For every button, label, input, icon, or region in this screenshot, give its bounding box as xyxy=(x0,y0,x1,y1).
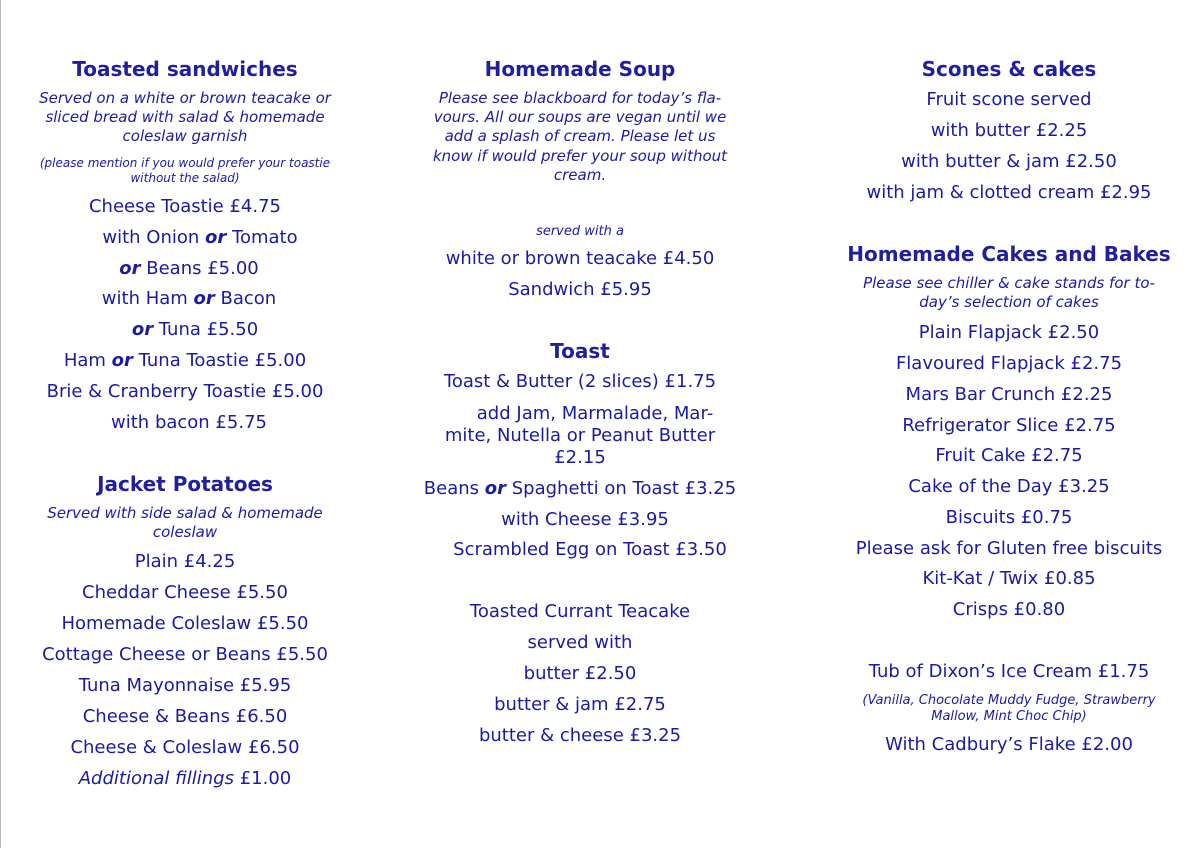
cakes-description-line: Please see chiller & cake stands for to- xyxy=(863,274,1155,292)
soup-description-line: vours. All our soups are vegan until we xyxy=(433,108,727,126)
menu-item-toast-add-price: £2.15 xyxy=(554,447,606,468)
item-text: Bacon xyxy=(214,288,277,309)
menu-item-cheese-coleslaw: Cheese & Coleslaw £6.50 xyxy=(70,737,300,758)
menu-item-plain-flapjack: Plain Flapjack £2.50 xyxy=(918,322,1100,343)
jacket-description-line: coleslaw xyxy=(152,523,218,541)
item-text: Beans xyxy=(423,478,485,499)
menu-item-scone-butter-jam: with butter & jam £2.50 xyxy=(901,151,1117,172)
menu-item-with-bacon: with bacon £5.75 xyxy=(111,412,267,433)
item-text: Beans £5.00 xyxy=(140,258,259,279)
menu-item-cheese-toastie: Cheese Toastie £4.75 xyxy=(88,196,282,217)
item-text: with Onion xyxy=(102,227,206,248)
toasted-note-line: (please mention if you would prefer your toastie xyxy=(39,156,331,170)
or-text: or xyxy=(119,258,141,279)
menu-item-onion-tomato xyxy=(50,227,350,249)
menu-item-toast-add-line: mite, Nutella or Peanut Butter xyxy=(444,425,716,446)
menu-item-currant-teacake: Toasted Currant Teacake xyxy=(469,601,691,622)
toasted-description-line: Served on a white or brown teacake or xyxy=(39,89,331,107)
menu-item-additional-fillings xyxy=(20,768,350,790)
menu-item-teacake-butter: butter £2.50 xyxy=(523,663,637,684)
or-text: or xyxy=(131,319,154,340)
cakes-description-line: day’s selection of cakes xyxy=(919,293,1099,311)
menu-item-tuna xyxy=(40,319,350,341)
menu-item-toast-add-line: add Jam, Marmalade, Mar- xyxy=(476,403,714,424)
soup-description-line: know if would prefer your soup without xyxy=(432,147,728,165)
menu-item-cadbury-flake: With Cadbury’s Flake £2.00 xyxy=(885,734,1133,755)
section-title-scones-cakes: Scones & cakes xyxy=(921,57,1097,81)
menu-item-cheese-beans: Cheese & Beans £6.50 xyxy=(82,706,288,727)
menu-item-flavoured-flapjack: Flavoured Flapjack £2.75 xyxy=(895,353,1123,374)
item-text: Spaghetti on Toast £3.25 xyxy=(506,478,737,499)
or-text: or xyxy=(193,288,215,309)
menu-item-toast-butter: Toast & Butter (2 slices) £1.75 xyxy=(443,371,717,392)
section-title-toasted-sandwiches: Toasted sandwiches xyxy=(72,57,298,81)
menu-item-teacake-jam: butter & jam £2.75 xyxy=(494,694,666,715)
menu-item-biscuits: Biscuits £0.75 xyxy=(945,507,1073,528)
item-text: with Ham xyxy=(101,288,194,309)
section-title-toast: Toast xyxy=(550,339,610,363)
ice-cream-note-line: (Vanilla, Chocolate Muddy Fudge, Strawberry xyxy=(862,693,1156,708)
section-title-cakes-bakes: Homemade Cakes and Bakes xyxy=(847,242,1171,266)
menu-item-ham-tuna-toastie xyxy=(20,350,350,372)
menu-item-kitkat-twix: Kit-Kat / Twix £0.85 xyxy=(922,568,1096,589)
toasted-description-line: sliced bread with salad & homemade xyxy=(45,108,325,126)
menu-item-cake-of-day: Cake of the Day £3.25 xyxy=(908,476,1110,497)
menu-item-beans xyxy=(28,258,350,280)
menu-item-beans-spaghetti xyxy=(415,478,745,500)
menu-item-fruit-cake: Fruit Cake £2.75 xyxy=(935,445,1083,466)
toasted-description-line: coleslaw garnish xyxy=(122,127,248,145)
menu-item-teacake-served: served with xyxy=(527,632,633,653)
item-text: Ham xyxy=(63,350,112,371)
or-text: or xyxy=(205,227,227,248)
menu-item-scrambled-egg: Scrambled Egg on Toast £3.50 xyxy=(453,539,727,560)
soup-description-line: add a splash of cream. Please let us xyxy=(444,127,716,145)
soup-served-with: served with a xyxy=(536,224,624,239)
menu-item-tuna-mayo: Tuna Mayonnaise £5.95 xyxy=(78,675,292,696)
menu-item-fruit-scone: Fruit scone served xyxy=(926,89,1092,110)
item-text: Tomato xyxy=(226,227,298,248)
page-left-edge xyxy=(0,0,1,848)
menu-item-scone-butter: with butter £2.25 xyxy=(930,120,1088,141)
menu-item-soup-teacake: white or brown teacake £4.50 xyxy=(445,248,715,269)
menu-item-plain: Plain £4.25 xyxy=(134,551,236,572)
item-text: Additional fillings xyxy=(78,768,234,789)
menu-item-crisps: Crisps £0.80 xyxy=(952,599,1066,620)
jacket-description-line: Served with side salad & homemade xyxy=(47,504,323,522)
menu-item-ham-bacon xyxy=(28,288,350,310)
menu-item-teacake-cheese: butter & cheese £3.25 xyxy=(478,725,682,746)
menu-item-brie-cranberry: Brie & Cranberry Toastie £5.00 xyxy=(46,381,324,402)
or-text: or xyxy=(484,478,507,499)
menu-item-ice-cream: Tub of Dixon’s Ice Cream £1.75 xyxy=(868,661,1150,682)
toasted-note-line: without the salad) xyxy=(130,171,240,185)
section-title-jacket-potatoes: Jacket Potatoes xyxy=(97,472,273,496)
item-text: Tuna Toastie £5.00 xyxy=(132,350,307,371)
item-text: Tuna £5.50 xyxy=(153,319,259,340)
soup-description-line: cream. xyxy=(553,166,607,184)
menu-item-with-cheese: with Cheese £3.95 xyxy=(501,509,669,530)
menu-item-refrigerator-slice: Refrigerator Slice £2.75 xyxy=(902,415,1116,436)
section-title-homemade-soup: Homemade Soup xyxy=(484,57,676,81)
menu-item-mars-bar: Mars Bar Crunch £2.25 xyxy=(905,384,1113,405)
menu-item-gluten-free: Please ask for Gluten free biscuits xyxy=(855,538,1163,559)
menu-item-scone-clotted-cream: with jam & clotted cream £2.95 xyxy=(866,182,1152,203)
menu-item-cottage-cheese: Cottage Cheese or Beans £5.50 xyxy=(42,644,328,665)
menu-item-coleslaw: Homemade Coleslaw £5.50 xyxy=(61,613,309,634)
menu-item-soup-sandwich: Sandwich £5.95 xyxy=(508,279,652,300)
soup-description-line: Please see blackboard for today’s fla- xyxy=(438,89,722,107)
menu-item-cheddar: Cheddar Cheese £5.50 xyxy=(82,582,288,603)
or-text: or xyxy=(111,350,133,371)
ice-cream-note-line: Mallow, Mint Choc Chip) xyxy=(931,709,1087,724)
item-text: £1.00 xyxy=(233,768,292,789)
